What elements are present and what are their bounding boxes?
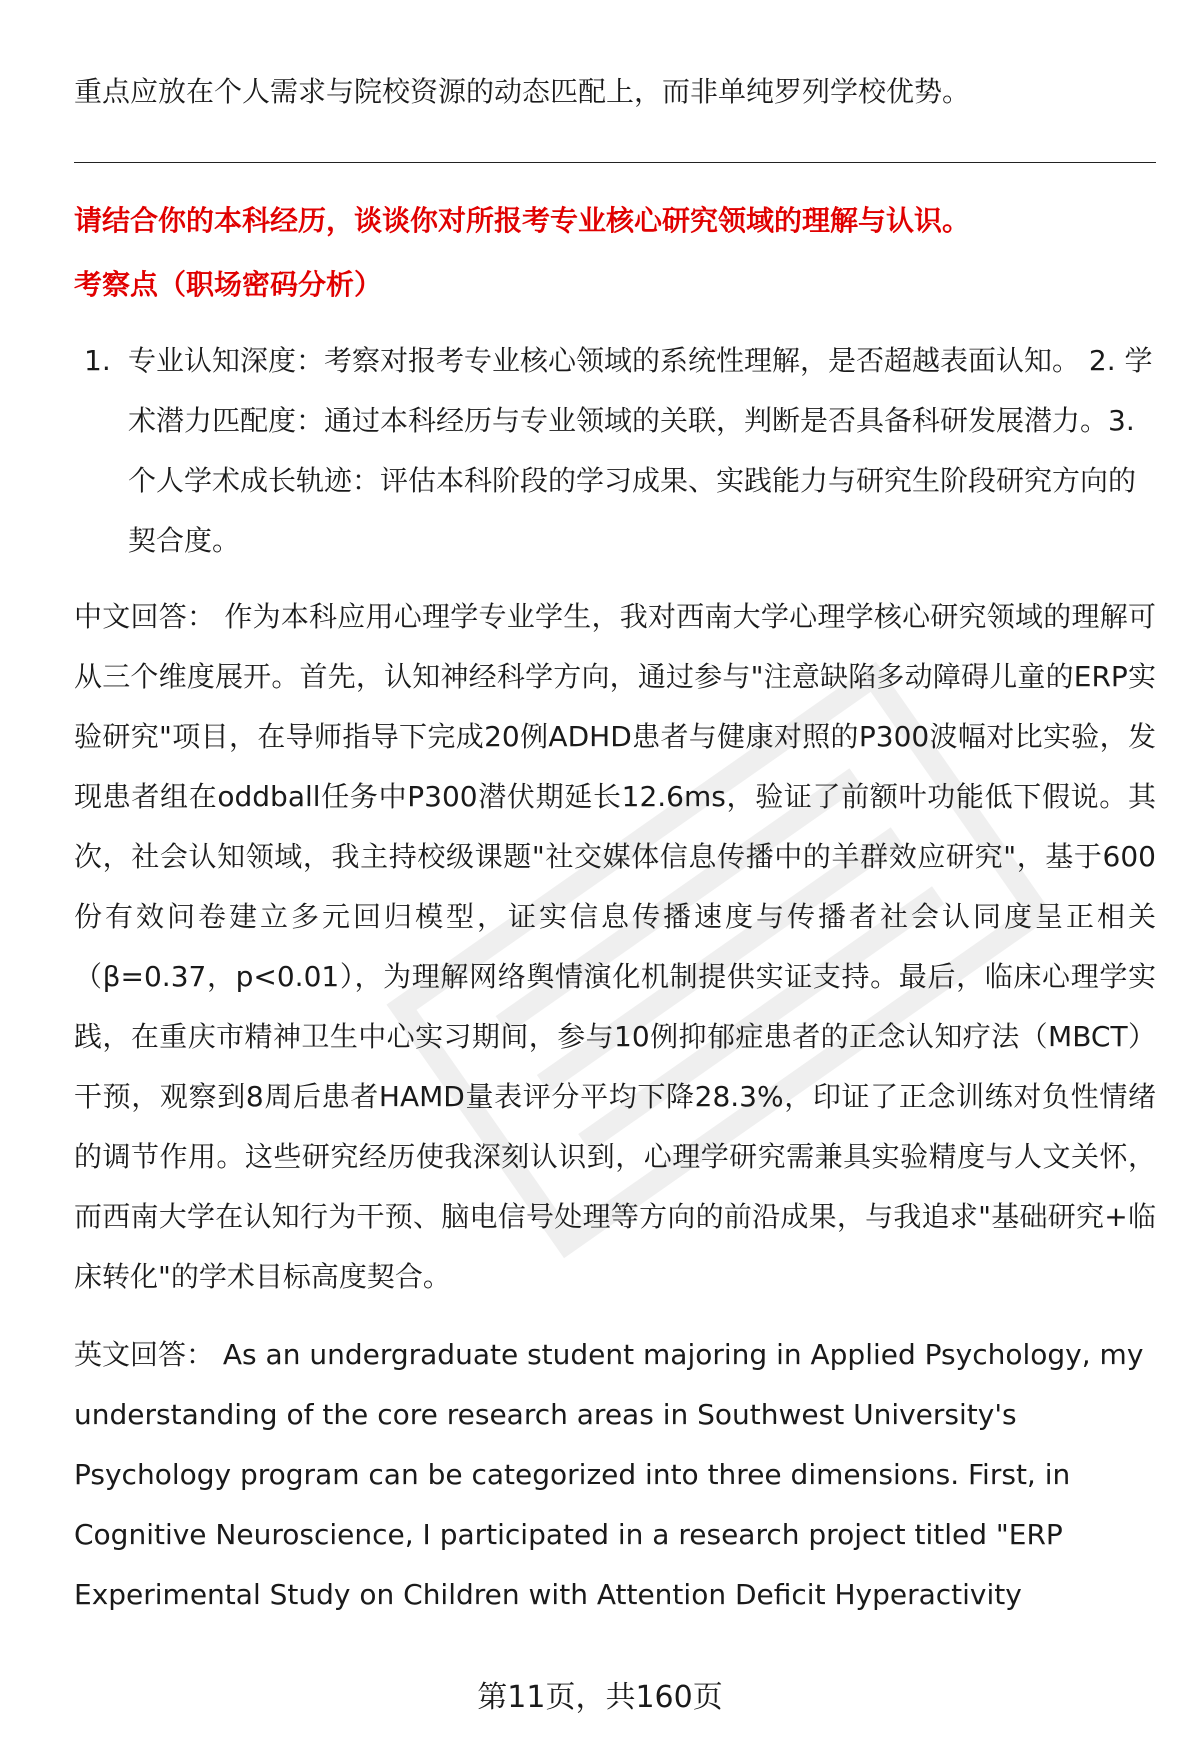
list-item-text: 专业认知深度：考察对报考专业核心领域的系统性理解，是否超越表面认知。 2. 学术潜力匹配度：通过本科经历与专业领域的关联，判断是否具备科研发展潜力。3. 个人学术成长轨迹：评估本科阶段的学习成果、实践能力与研究生阶段研究方向的契合度。 [128,344,1153,557]
section-divider [74,162,1156,163]
chinese-answer: 中文回答： 作为本科应用心理学专业学生，我对西南大学心理学核心研究领域的理解可从三个维度展开。首先，认知神经科学方向，通过参与"注意缺陷多动障碍儿童的ERP实验研究"项目，在导师指导下完成20例ADHD患者与健康对照的P300波幅对比实验，发现患者组在oddball任务中P300潜伏期延长12.6ms，验证了前额叶功能低下假说。其次，社会认知领域，我主持校级课题"社交媒体信息传播中的羊群效应研究"，基于600份有效问卷建立多元回归模型，证实信息传播速度与传播者社会认同度呈正相关（β=0.37，p<0.01），为理解网络舆情演化机制提供实证支持。最后，临床心理学实践，在重庆市精神卫生中心实习期间，参与10例抑郁症患者的正念认知疗法（MBCT）干预，观察到8周后患者HAMD量表评分平均下降28.3%，印证了正念训练对负性情绪的调节作用。这些研究经历使我深刻认识到，心理学研究需兼具实验精度与人文关怀，而西南大学在认知行为干预、脑电信号处理等方向的前沿成果，与我追求"基础研究+临床转化"的学术目标高度契合。 [74,600,1156,1293]
list-item [74,331,1156,571]
intro-line: 重点应放在个人需求与院校资源的动态匹配上，而非单纯罗列学校优势。 [74,75,971,108]
question-heading: 请结合你的本科经历，谈谈你对所报考专业核心研究领域的理解与认识。 [74,204,971,237]
english-answer: 英文回答： As an undergraduate student majoring in Applied Psychology, my understanding of the core research areas in Southwest University's Psychology program can be categorized into three dimensions. First, in Cognitive Neuroscience, I participated in a research project titled "ERP Experimental Study on Children with Attention Deficit Hyperactivity [74,1338,1144,1611]
list-item-number: 1. [84,344,111,377]
page-number: 第11页，共160页 [477,1680,723,1715]
focus-heading: 考察点（职场密码分析） [74,268,383,301]
focus-list [74,331,1156,571]
page-content [74,62,1156,1625]
